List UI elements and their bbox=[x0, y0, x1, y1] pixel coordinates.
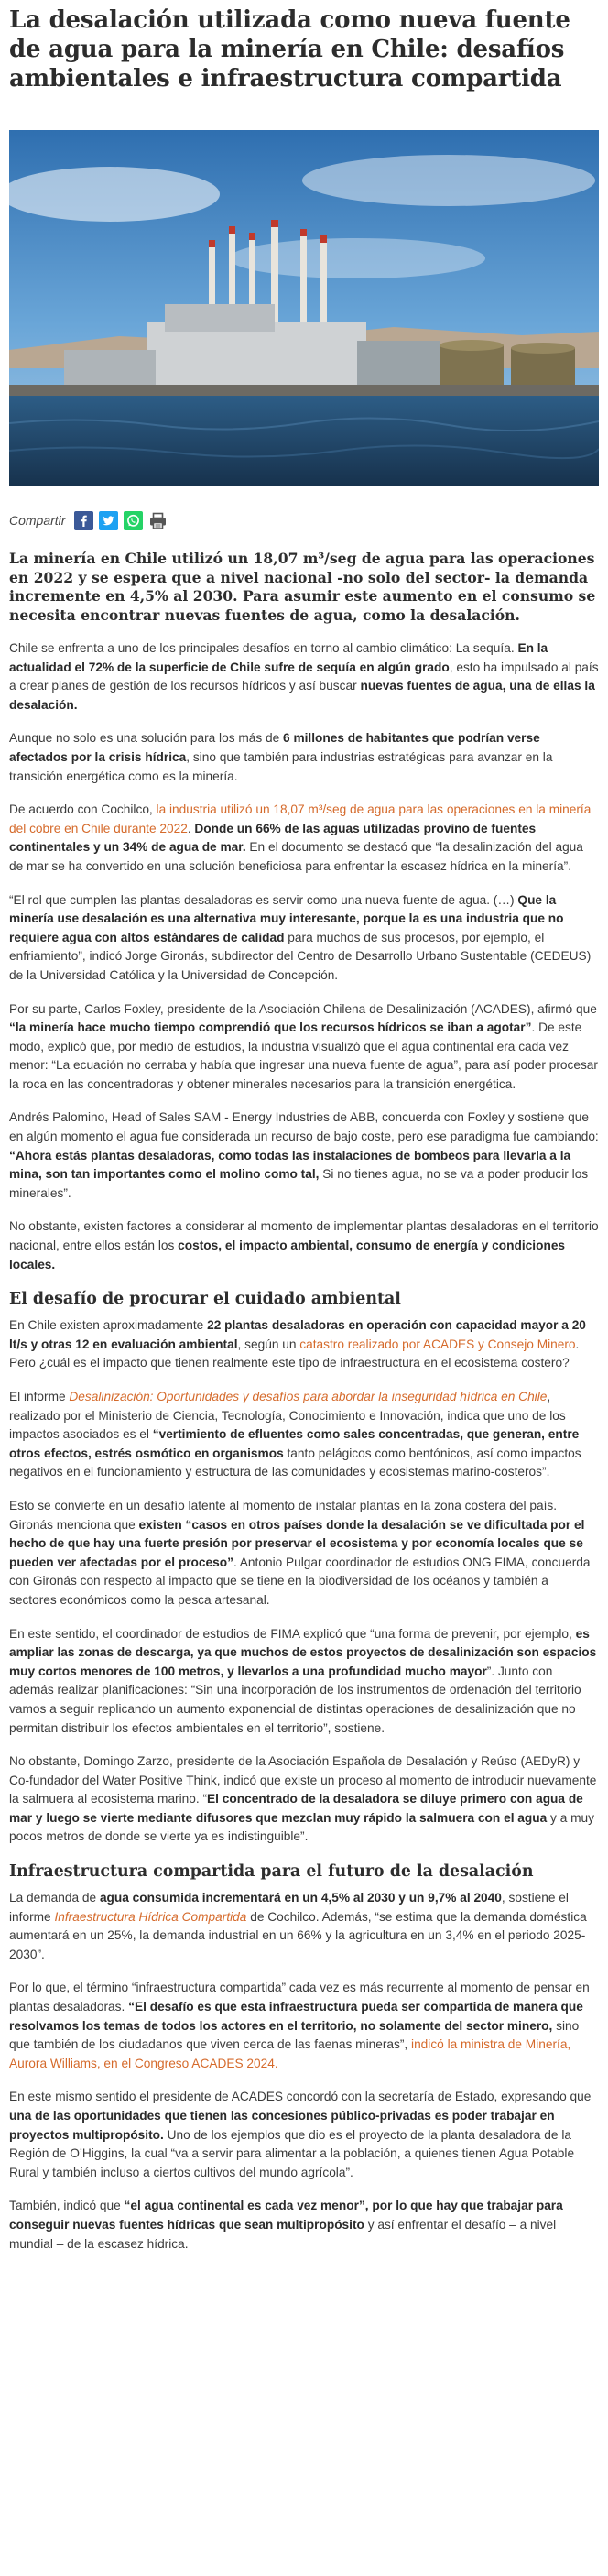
facebook-icon[interactable] bbox=[74, 511, 93, 530]
text: No obstante, existen factores a considerar al momento de implementar plantas desaladoras en el territorio nacional, entre ellos están los bbox=[9, 1219, 599, 1253]
bold-text: Donde un 66% de las aguas utilizadas provino de fuentes continentales y un 34% de agua de mar. bbox=[9, 821, 537, 855]
twitter-icon[interactable] bbox=[99, 511, 118, 530]
text: Andrés Palomino, Head of Sales SAM - Energy Industries de ABB, concuerda con Foxley y sostiene que en algún momento el agua fue considerada un recurso de bajo coste, pero ese paradigma fue cambiando: bbox=[9, 1110, 599, 1144]
text: En Chile existen aproximadamente bbox=[9, 1318, 208, 1333]
paragraph bbox=[9, 1108, 599, 1203]
paragraph bbox=[9, 1752, 599, 1847]
text: Chile se enfrenta a uno de los principales desafíos en torno al cambio climático: La sequía. bbox=[9, 641, 518, 655]
print-icon[interactable] bbox=[148, 511, 168, 530]
paragraph bbox=[9, 891, 599, 986]
text: y así enfrentar el desafío – a nivel mundial – de la escasez hídrica. bbox=[9, 2217, 557, 2251]
text: La demanda de bbox=[9, 1891, 100, 1905]
text: de Cochilco. Además, “se estima que la demanda doméstica aumentará en un 25%, la demanda industrial en un 66% y la agricultura en un 3,4% en el periodo 2025-2030”. bbox=[9, 1909, 587, 1961]
article-body bbox=[9, 639, 599, 2268]
article-lead: La minería en Chile utilizó un 18,07 m³/seg de agua para las operaciones en 2022 y se espera que a nivel nacional -no solo del sector- la demanda incremente en 4,5% al 2030. Para asumir este aumento en el consumo se necesita encontrar nuevas fuentes de agua, como la desalación. bbox=[9, 550, 596, 624]
paragraph bbox=[9, 1625, 599, 1739]
whatsapp-icon[interactable] bbox=[124, 511, 143, 530]
bold-text: 6 millones de habitantes que podrían verse afectados por la crisis hídrica bbox=[9, 731, 540, 764]
text: Si no tienes agua, no se va a poder producir los minerales”. bbox=[9, 1167, 589, 1200]
bold-text: nuevas fuentes de agua, una de ellas la desalación. bbox=[9, 679, 595, 712]
paragraph bbox=[9, 1217, 599, 1274]
text: . Antonio Pulgar coordinador de estudios ONG FIMA, concuerda con Gironás con respecto al impacto que se tiene en la biodiversidad de los océanos y también a sectores económicos como la pesca artesanal. bbox=[9, 1555, 591, 1607]
paragraph bbox=[9, 1316, 599, 1373]
bold-text: “vertimiento de efluentes como sales concentradas, que generan, entre otros efectos, estrés osmótico en organismos bbox=[9, 1427, 580, 1460]
text: En este sentido, el coordinador de estudios de FIMA explicó que “una forma de prevenir, por ejemplo, bbox=[9, 1626, 576, 1641]
paragraph bbox=[9, 2197, 599, 2254]
cochilco-water-report-link[interactable]: la industria utilizó un 18,07 m³/seg de agua para las operaciones en la minería del cobre en Chile durante 2022 bbox=[9, 802, 592, 835]
text: , sostiene el informe bbox=[9, 1891, 569, 1924]
bold-text: es ampliar las zonas de descarga, ya que muchos de estos proyectos de desalinización son espacios muy cortos menores de 100 metros, y llevarlos a una profundidad mucho mayor bbox=[9, 1626, 597, 1678]
text: En este mismo sentido el presidente de ACADES concordó con la secretaría de Estado, expresando que bbox=[9, 2090, 592, 2104]
text: sino que también de los ciudadanos que viven cerca de las faenas mineras”, bbox=[9, 2018, 580, 2052]
text: ”. Junto con además realizar planificaciones: “Sin una incorporación de los instrumentos de ordenación del territorio vamos a seguir replicando un aumento exponencial de distintas operaciones de desalinización que no permitan distribuir los efectos ambientales en el territorio”, sostiene. bbox=[9, 1664, 581, 1735]
text: Por su parte, Carlos Foxley, presidente de la Asociación Chilena de Desalinización (ACADES), afirmó que bbox=[9, 1001, 597, 1016]
text: tanto pelágicos como bentónicos, así como impactos negativos en el funcionamiento y estructura de las comunidades y ecosistemas marino-costeros”. bbox=[9, 1446, 581, 1479]
paragraph bbox=[9, 729, 599, 786]
paragraph bbox=[9, 639, 599, 715]
article-title: La desalación utilizada como nueva fuente de agua para la minería en Chile: desafíos ambientales e infraestructura compartida bbox=[9, 6, 570, 93]
text: para muchos de sus procesos, por ejemplo, el enfriamiento”, indicó Jorge Gironás, subdirector del Centro de Desarrollo Urbano Sustentable (CEDEUS) de la Universidad Católica y la Universidad de Concepción. bbox=[9, 930, 592, 982]
text: , sino que también para industrias estratégicas para avanzar en la transición energética como es la minería. bbox=[9, 749, 553, 783]
paragraph bbox=[9, 1388, 599, 1482]
text: “El rol que cumplen las plantas desaladoras es servir como una nueva fuente de agua. (…) bbox=[9, 892, 518, 907]
text: Aunque no solo es una solución para los más de bbox=[9, 731, 284, 746]
text: , según un bbox=[237, 1337, 300, 1351]
bold-text: “la minería hace mucho tiempo comprendió que los recursos hídricos se iban a agotar” bbox=[9, 1021, 532, 1035]
acades-catastro-link[interactable]: catastro realizado por ACADES y Consejo Minero bbox=[299, 1337, 576, 1351]
desalination-report-link[interactable]: Desalinización: Oportunidades y desafíos para abordar la inseguridad hídrica en Chile bbox=[69, 1390, 548, 1403]
text: El informe bbox=[9, 1390, 70, 1403]
bold-text: Que la minería use desalación es una alternativa muy interesante, porque la es una industria que no requiere agua con altos estándares de calidad bbox=[9, 892, 564, 944]
bold-text: 22 plantas desaladoras en operación con capacidad mayor a 20 lt/s y otras 12 en evaluación ambiental bbox=[9, 1318, 586, 1351]
paragraph bbox=[9, 1497, 599, 1610]
text: También, indicó que bbox=[9, 2199, 125, 2213]
bold-text: agua consumida incrementará en un 4,5% al 2030 y un 9,7% al 2040 bbox=[99, 1891, 502, 1905]
bold-text: “El desafío es que esta infraestructura pueda ser compartida de manera que resolvamos los temas de todos los actores en el territorio, no solamente del sector minero, bbox=[9, 2000, 583, 2033]
text: En el documento se destacó que “la desalinización del agua de mar se ha convertido en una solución beneficiosa para enfrentar la escasez hídrica en la minería”. bbox=[9, 840, 583, 873]
text: . bbox=[187, 821, 195, 835]
text: . De este modo, explicó que, por medio de estudios, la industria visualizó que el agua continental era cada vez menor: “La ecuación no cerraba y había que ingresar una nueva fuente de agua”, para así poder procesar la roca en las concentradoras y obtener minerales necesarios para la transición energética. bbox=[9, 1021, 598, 1091]
section-heading-environmental: El desafío de procurar el cuidado ambiental bbox=[9, 1290, 401, 1309]
text: . Pero ¿cuál es el impacto que tienen realmente este tipo de infraestructura en el ecosistema costero? bbox=[9, 1337, 580, 1370]
share-label: Compartir bbox=[9, 513, 66, 528]
text: y a muy pocos metros de donde se vierte ya es indistinguible”. bbox=[9, 1810, 594, 1844]
section-heading-infrastructure: Infraestructura compartida para el futuro de la desalación bbox=[9, 1862, 534, 1882]
paragraph bbox=[9, 801, 599, 876]
article bbox=[9, 0, 599, 2251]
text: Esto se convierte en un desafío latente al momento de instalar plantas en la zona costera del país. Gironás menciona que bbox=[9, 1498, 558, 1532]
paragraph bbox=[9, 2088, 599, 2182]
bold-text: “el agua continental es cada vez menor”, por lo que hay que trabajar para conseguir nuevas fuentes hídricas que sean multipropósito bbox=[9, 2199, 563, 2232]
bold-text: “Ahora estás plantas desaladoras, como todas las instalaciones de bombeos para llevarla a la mina, son tan importantes como el molino como tal, bbox=[9, 1148, 571, 1182]
text: Uno de los ejemplos que dio es el proyecto de la planta desaladora de la Región de O’Higgins, la cual “va a servir para alimentar a la población, a quienes tienen Agua Potable Rural y también incluso a ciertos cultivos del mundo agrícola”. bbox=[9, 2127, 575, 2179]
bold-text: El concentrado de la desaladora se diluye primero con agua de mar y luego se vierte mediante difusores que mezclan muy rápido la salmuera con el agua bbox=[9, 1792, 583, 1825]
bold-text: una de las oportunidades que tienen las concesiones público-privadas es poder trabajar en proyectos multipropósito. bbox=[9, 2109, 555, 2142]
text: , esto ha impulsado al país a crear planes de gestión de los recursos hídricos y así buscar bbox=[9, 660, 599, 693]
text: No obstante, Domingo Zarzo, presidente de la Asociación Española de Desalación y Reúso (AEDyR) y Co-fundador del Water Positive Think, indicó que existe un proceso al momento de introducir nuevamente la salmuera al ecosistema marino. “ bbox=[9, 1754, 597, 1806]
paragraph bbox=[9, 1979, 599, 2073]
hero-image-graphic bbox=[9, 130, 599, 486]
hero-image-desalination-plant bbox=[9, 130, 599, 486]
text: , realizado por el Ministerio de Ciencia, Tecnología, Conocimiento e Innovación, indica que uno de los impactos asociados es el bbox=[9, 1390, 566, 1442]
paragraph bbox=[9, 1889, 599, 1964]
minister-statement-link[interactable]: indicó la ministra de Minería, Aurora Williams, en el Congreso ACADES 2024. bbox=[9, 2037, 571, 2070]
shared-infrastructure-report-link[interactable]: Infraestructura Hídrica Compartida bbox=[54, 1909, 247, 1924]
bold-text: En la actualidad el 72% de la superficie de Chile sufre de sequía en algún grado bbox=[9, 641, 548, 674]
text: De acuerdo con Cochilco, bbox=[9, 802, 157, 817]
paragraph bbox=[9, 1000, 599, 1095]
text: Por lo que, el término “infraestructura compartida” cada vez es más recurrente al momento de pensar en plantas desaladoras. bbox=[9, 1981, 590, 2014]
share-bar bbox=[9, 509, 168, 531]
bold-text: costos, el impacto ambiental, consumo de energía y condiciones locales. bbox=[9, 1239, 566, 1272]
bold-text: existen “casos en otros países donde la desalación se ve dificultada por el hecho de que hay una fuerte presión por preservar el ecosistema y por economía locales que se pueden ver afectadas por el proceso” bbox=[9, 1517, 585, 1569]
